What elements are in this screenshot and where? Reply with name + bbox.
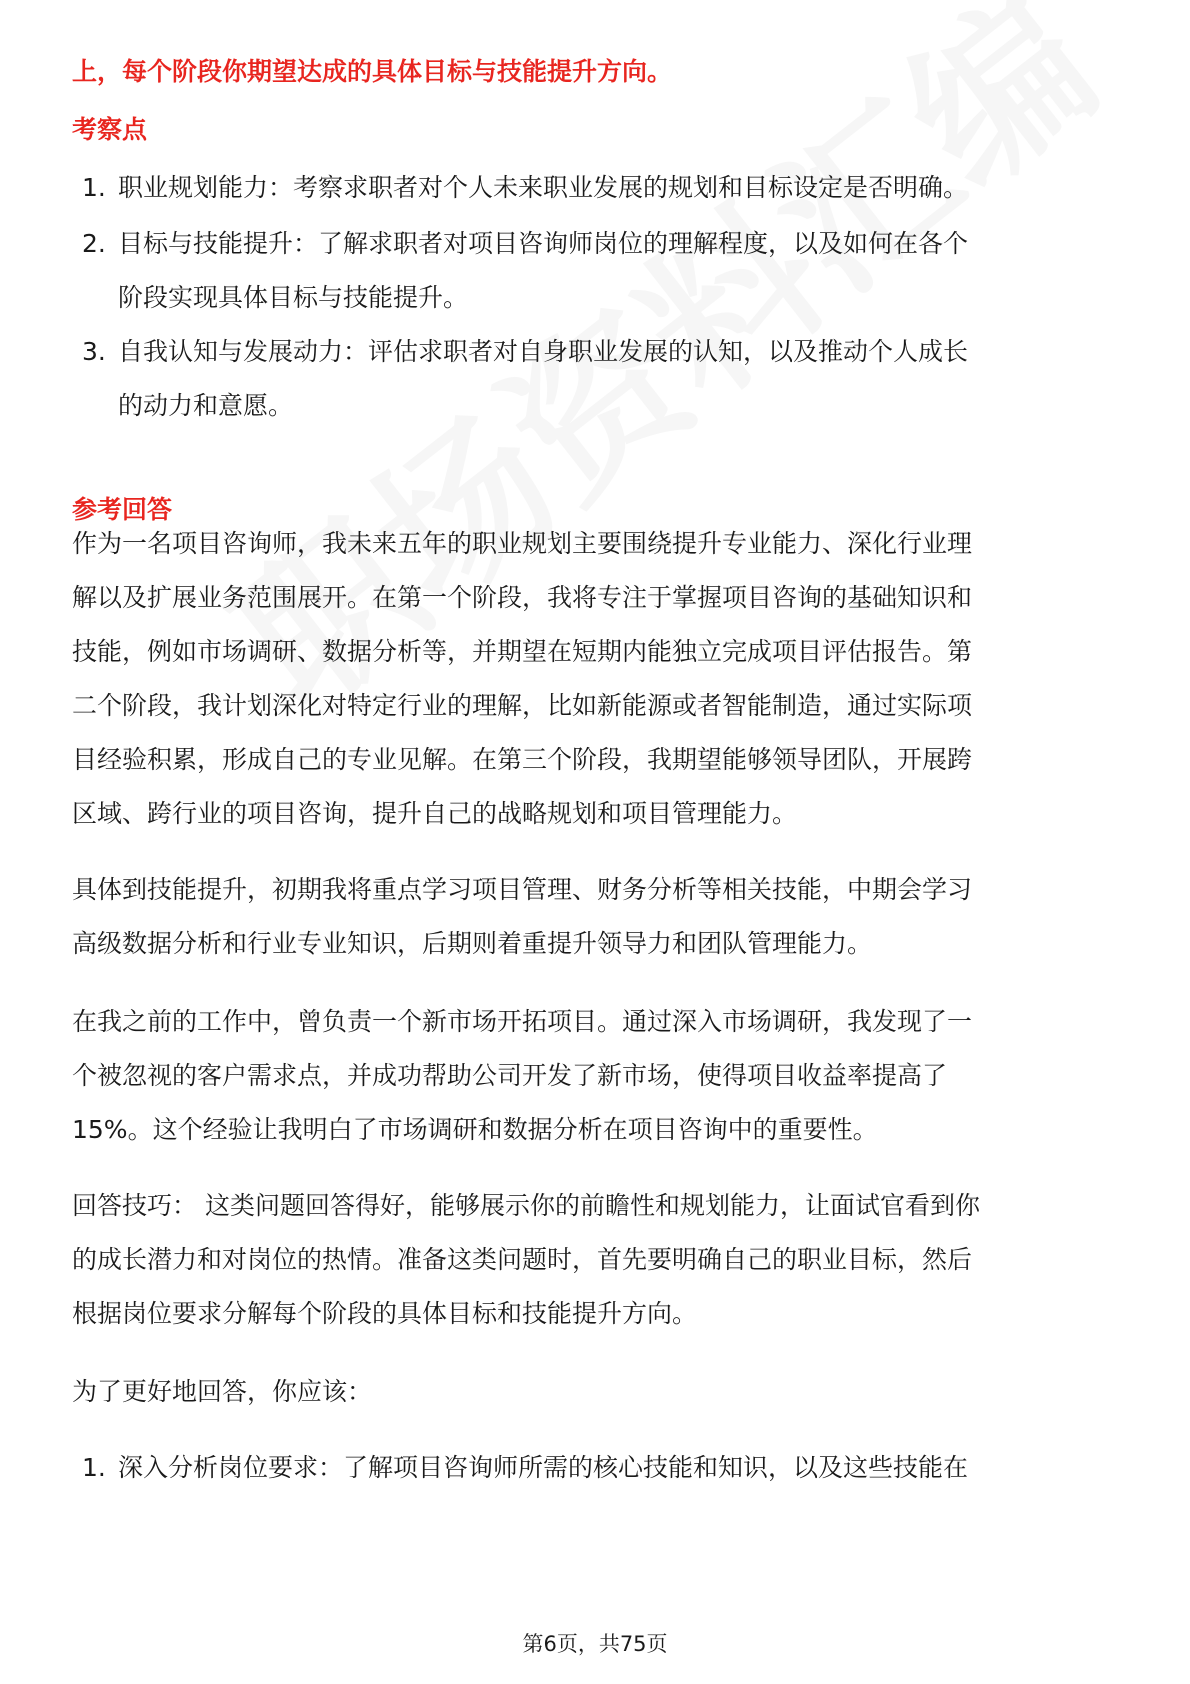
section-heading-kcd: 考察点 [72,115,148,144]
list-item-line: 目标与技能提升：了解求职者对项目咨询师岗位的理解程度，以及如何在各个 [118,229,969,258]
paragraph-line: 个被忽视的客户需求点，并成功帮助公司开发了新市场，使得项目收益率提高了 [72,1061,948,1090]
paragraph-line: 回答技巧： 这类问题回答得好，能够展示你的前瞻性和规划能力，让面试官看到你 [72,1191,980,1220]
list-number: 2. [82,229,106,258]
paragraph-line: 区域、跨行业的项目咨询，提升自己的战略规划和项目管理能力。 [72,799,798,828]
paragraph-line: 作为一名项目咨询师，我未来五年的职业规划主要围绕提升专业能力、深化行业理 [72,529,973,558]
paragraph-line: 为了更好地回答，你应该： [72,1377,373,1406]
paragraph-line: 目经验积累，形成自己的专业见解。在第三个阶段，我期望能够领导团队，开展跨 [72,745,973,774]
list-item-line: 自我认知与发展动力：评估求职者对自身职业发展的认知，以及推动个人成长 [118,337,969,366]
paragraph-line: 高级数据分析和行业专业知识，后期则着重提升领导力和团队管理能力。 [72,929,873,958]
paragraph-line: 在我之前的工作中，曾负责一个新市场开拓项目。通过深入市场调研，我发现了一 [72,1007,973,1036]
list-item-line: 职业规划能力：考察求职者对个人未来职业发展的规划和目标设定是否明确。 [118,173,969,202]
paragraph-line: 解以及扩展业务范围展开。在第一个阶段，我将专注于掌握项目咨询的基础知识和 [72,583,973,612]
list-number: 3. [82,337,106,366]
paragraph-line: 15%。这个经验让我明白了市场调研和数据分析在项目咨询中的重要性。 [72,1115,878,1144]
page-footer: 第6页，共75页 [522,1632,668,1656]
list-item-line: 阶段实现具体目标与技能提升。 [118,283,469,312]
list-item-line: 的动力和意愿。 [118,391,294,420]
paragraph-line: 二个阶段，我计划深化对特定行业的理解，比如新能源或者智能制造，通过实际项 [72,691,973,720]
paragraph-line: 的成长潜力和对岗位的热情。准备这类问题时，首先要明确自己的职业目标，然后 [72,1245,973,1274]
question-tail: 上，每个阶段你期望达成的具体目标与技能提升方向。 [72,57,673,86]
paragraph-line: 技能，例如市场调研、数据分析等，并期望在短期内能独立完成项目评估报告。第 [72,637,973,666]
paragraph-line: 具体到技能提升，初期我将重点学习项目管理、财务分析等相关技能，中期会学习 [72,875,973,904]
list-item-line: 深入分析岗位要求：了解项目咨询师所需的核心技能和知识，以及这些技能在 [118,1453,969,1482]
paragraph-line: 根据岗位要求分解每个阶段的具体目标和技能提升方向。 [72,1299,698,1328]
list-number: 1. [82,1453,106,1482]
list-number: 1. [82,173,106,202]
section-heading-answer: 参考回答 [72,495,173,524]
